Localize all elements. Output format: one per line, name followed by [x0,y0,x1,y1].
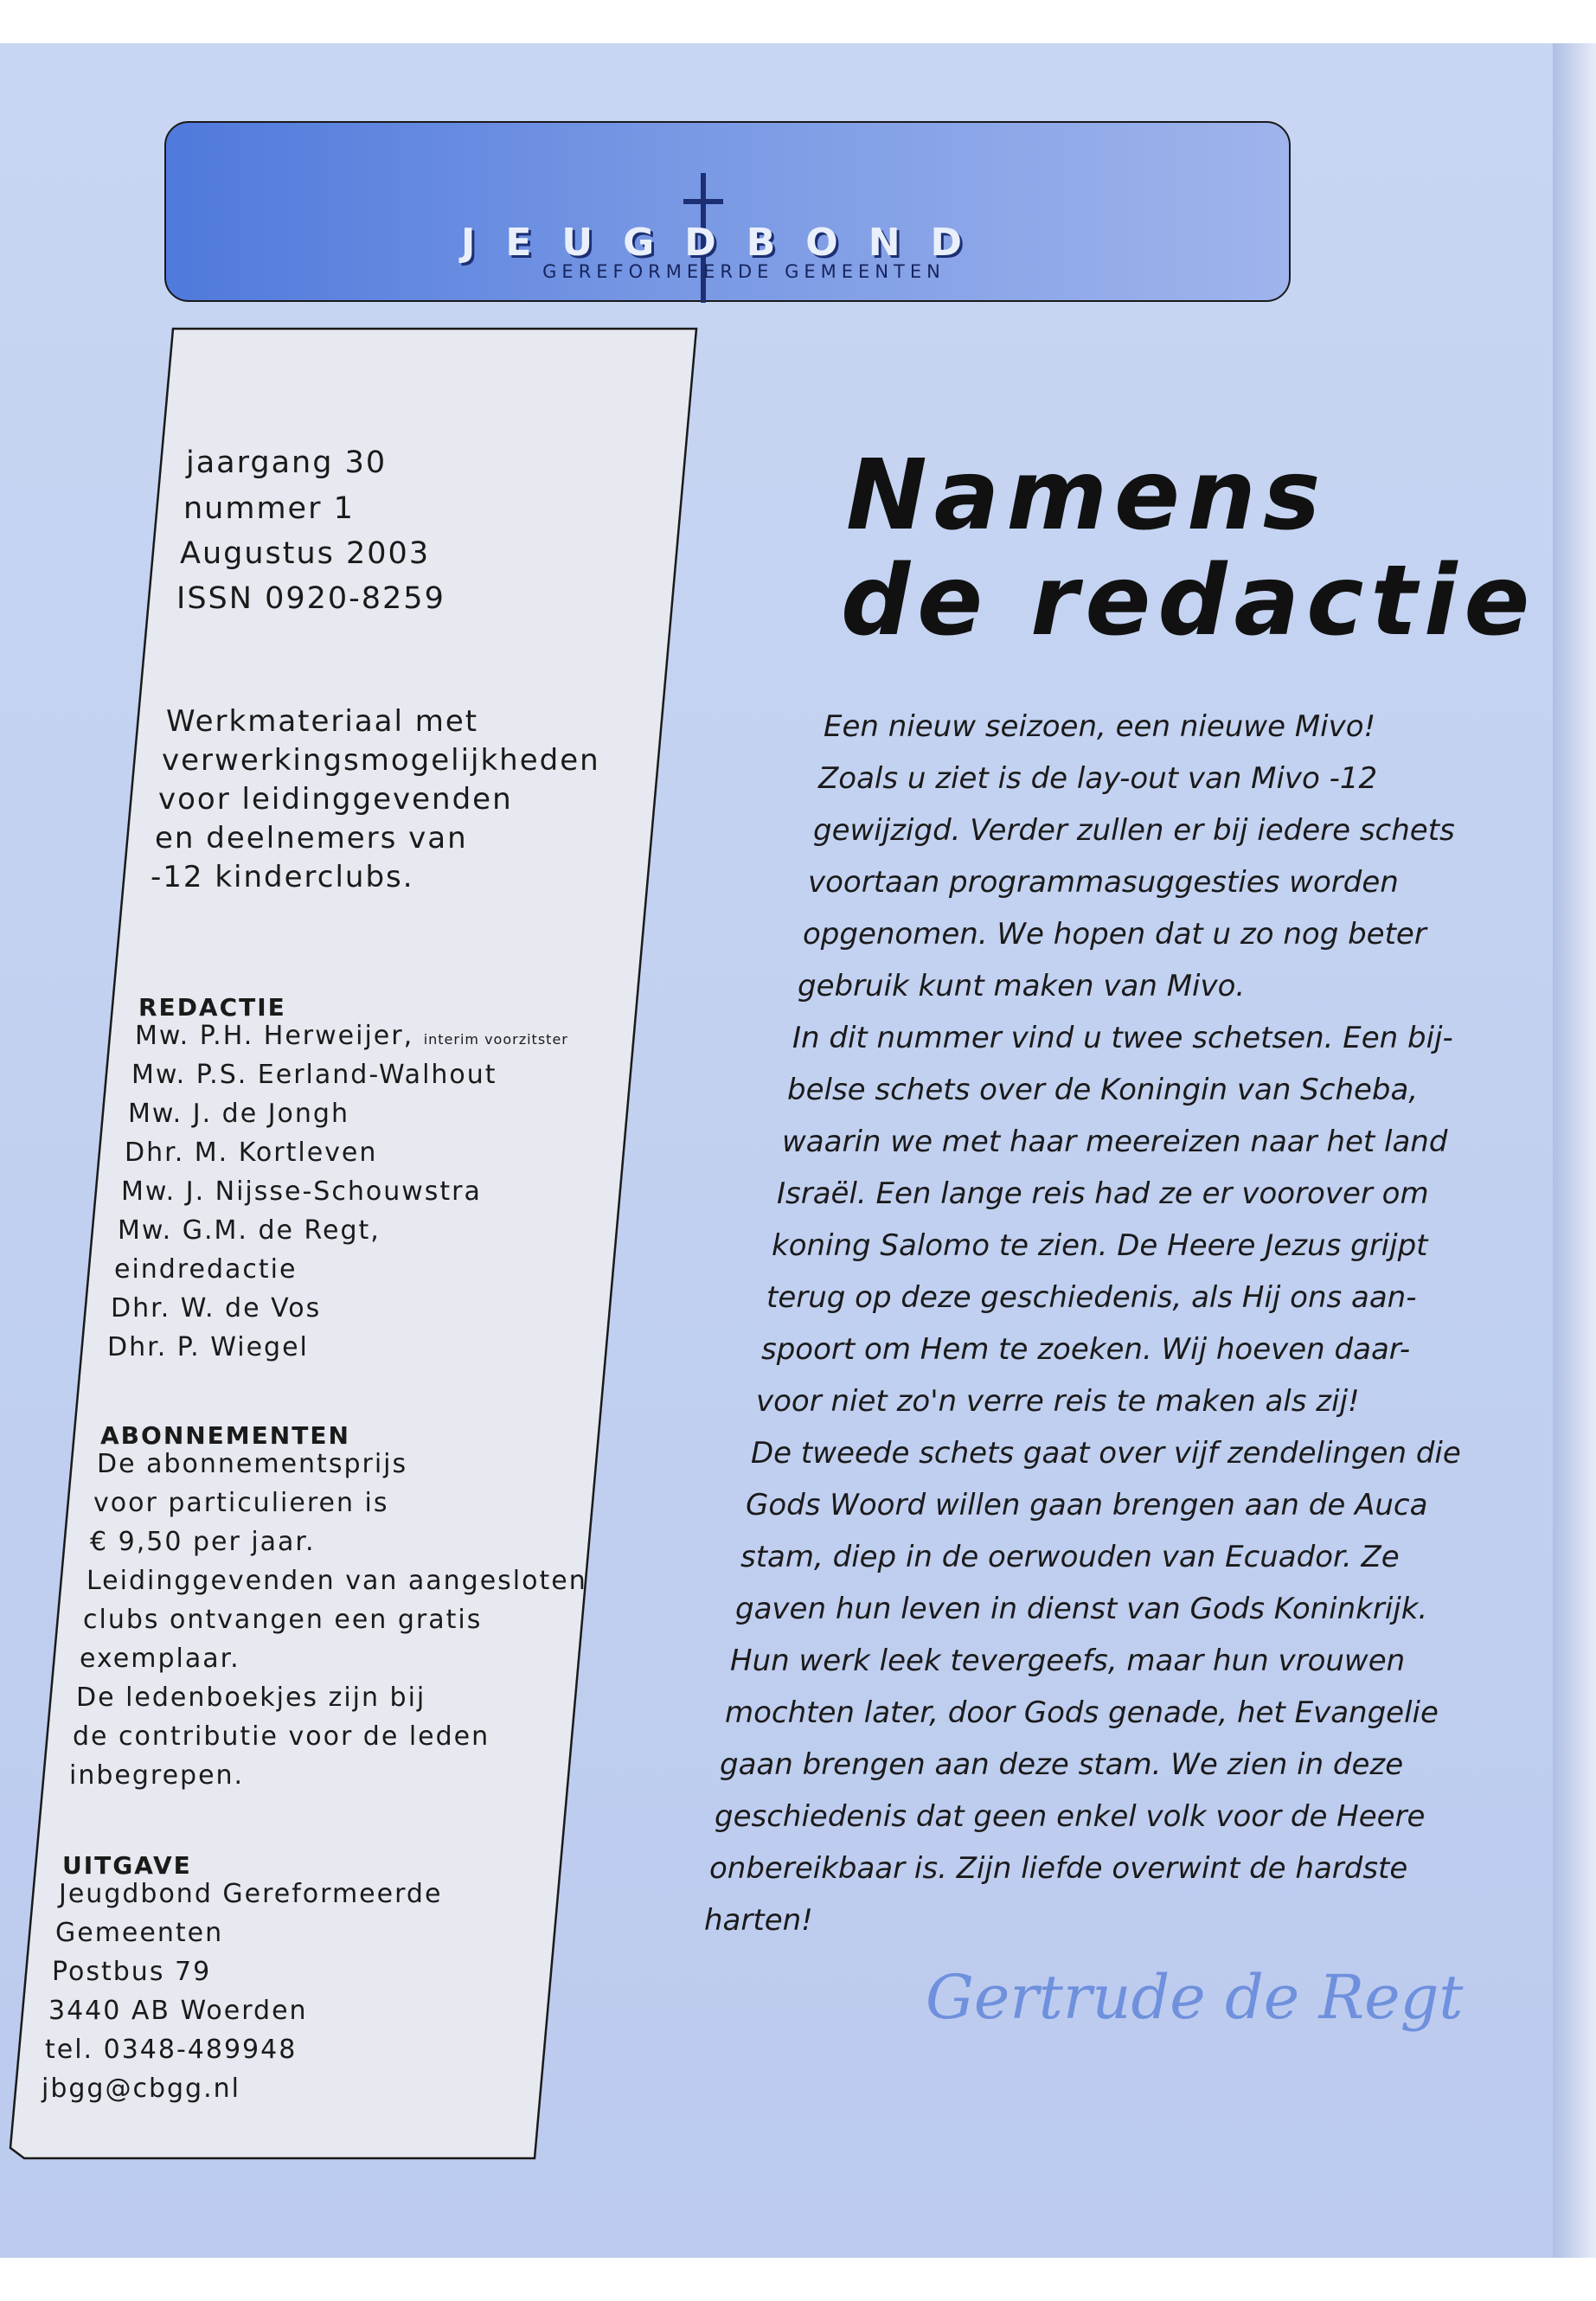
body-line: gaan brengen aan deze stam. We zien in deze [720,1747,1404,1782]
logo-subtitle: GEREFORMEERDE GEMEENTEN [542,261,945,282]
redactie-member: Mw. P.S. Eerland-Walhout [131,1060,497,1090]
redactie-member-name: Mw. P.H. Herweijer, [135,1021,414,1051]
body-line: koning Salomo te zien. De Heere Jezus grijpt [772,1228,1428,1263]
body-line: waarin we met haar meereizen naar het land [782,1125,1448,1159]
redactie-heading: REDACTIE [138,993,286,1022]
description-line: en deelnemers van [155,821,468,856]
body-line: gaven hun leven in dienst van Gods Koninkrijk. [735,1592,1428,1626]
body-line: opgenomen. We hopen dat u zo nog beter [803,917,1426,952]
uitgave-line: Postbus 79 [52,1957,212,1987]
body-line: harten! [704,1903,813,1938]
body-line: Israël. Een lange reis had ze er voorover om [777,1176,1429,1211]
description-line: voor leidinggevenden [158,782,513,817]
body-line: onbereikbaar is. Zijn liefde overwint de hardste [709,1851,1408,1886]
abonnementen-line: De abonnementsprijs [97,1449,408,1479]
abonnementen-line: Leidinggevenden van aangesloten [87,1566,587,1596]
uitgave-line: Gemeenten [55,1918,224,1948]
abonnementen-heading: ABONNEMENTEN [100,1421,350,1450]
description-line: -12 kinderclubs. [151,860,414,894]
body-line: De tweede schets gaat over vijf zendelingen die [751,1436,1461,1471]
body-line: Gods Woord willen gaan brengen aan de Auca [746,1488,1428,1522]
redactie-member: eindredactie [114,1254,298,1285]
page-title-line-2: de redactie [841,545,1537,657]
abonnementen-line: voor particulieren is [93,1488,389,1518]
issue-date: Augustus 2003 [180,536,431,571]
abonnementen-line: exemplaar. [80,1644,240,1674]
redactie-member-role: interim voorzitster [423,1031,568,1048]
signature: Gertrude de Regt [926,1962,1464,2033]
redactie-member: Mw. G.M. de Regt, [118,1215,381,1246]
body-line: terug op deze geschiedenis, als Hij ons aan- [766,1280,1417,1315]
uitgave-line: Jeugdbond Gereformeerde [59,1879,443,1909]
uitgave-heading: UITGAVE [62,1851,192,1880]
body-line: Een nieuw seizoen, een nieuwe Mivo! [824,709,1376,744]
body-line: stam, diep in de oerwouden van Ecuador. Ze [740,1540,1400,1574]
abonnementen-line: De ledenboekjes zijn bij [76,1682,426,1713]
body-line: gebruik kunt maken van Mivo. [798,969,1246,1003]
body-line: voor niet zo'n verre reis te maken als zij! [756,1384,1360,1419]
abonnementen-line: clubs ontvangen een gratis [83,1605,483,1635]
issue-issn: ISSN 0920-8259 [176,581,445,616]
redactie-member: Mw. J. de Jongh [128,1099,349,1129]
body-line: Zoals u ziet is de lay-out van Mivo -12 [818,761,1378,796]
issue-volume: jaargang 30 [186,445,388,480]
redactie-member [135,1021,568,1051]
body-line: mochten later, door Gods genade, het Evangelie [725,1695,1439,1730]
redactie-member: Dhr. P. Wiegel [107,1332,309,1362]
body-line: Hun werk leek tevergeefs, maar hun vrouwen [730,1644,1406,1678]
body-line: voortaan programmasuggesties worden [808,865,1399,900]
logo-wordmark: JEUGDBOND [460,221,993,265]
issue-number: nummer 1 [183,491,355,526]
abonnementen-line: inbegrepen. [69,1760,245,1791]
body-line: belse schets over de Koningin van Scheba, [787,1073,1419,1107]
body-line: geschiedenis dat geen enkel volk voor de Heere [715,1799,1426,1834]
redactie-member: Dhr. M. Kortleven [125,1138,378,1168]
redactie-member: Mw. J. Nijsse-Schouwstra [121,1176,482,1207]
uitgave-email[interactable]: jbgg@cbgg.nl [42,2073,240,2104]
description-line: verwerkingsmogelijkheden [162,743,600,778]
body-line: spoort om Hem te zoeken. Wij hoeven daar- [761,1332,1411,1367]
abonnementen-line: € 9,50 per jaar. [90,1527,316,1557]
description-line: Werkmateriaal met [166,704,479,739]
page-title-line-1: Namens [846,439,1328,552]
uitgave-line: tel. 0348-489948 [45,2035,298,2065]
redactie-member: Dhr. W. de Vos [111,1293,322,1324]
uitgave-line: 3440 AB Woerden [48,1996,308,2026]
abonnementen-line: de contributie voor de leden [73,1721,490,1752]
body-line: gewijzigd. Verder zullen er bij iedere schets [813,813,1455,848]
cross-icon-bar [683,199,723,204]
body-line: In dit nummer vind u twee schetsen. Een bij- [792,1021,1453,1055]
